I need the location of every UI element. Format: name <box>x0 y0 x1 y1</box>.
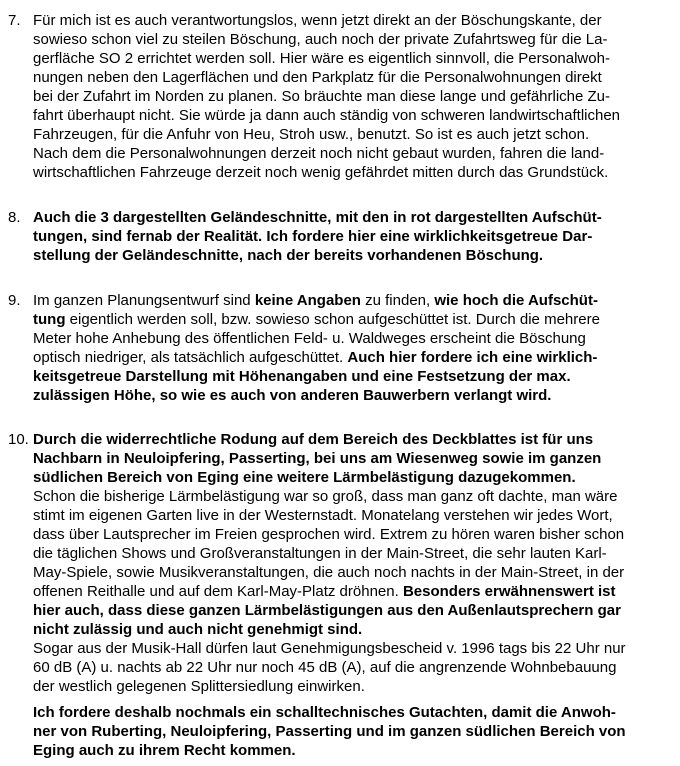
text-line <box>33 487 668 506</box>
paragraph-10 <box>8 430 668 696</box>
paragraph-8 <box>8 208 668 265</box>
bold-text: tung <box>33 311 66 328</box>
bold-text: Nachbarn in Neuloipfering, Passerting, bei uns am Wiesenweg sowie im ganzen <box>33 450 602 467</box>
paragraph-text <box>33 430 668 696</box>
text-line <box>33 449 668 468</box>
text-line <box>33 125 668 144</box>
closing-demand <box>8 703 668 760</box>
text-line <box>33 525 668 544</box>
text-line <box>33 386 668 405</box>
paragraph-number: 8. <box>8 209 21 226</box>
bold-text: Besonders erwähnenswert ist <box>402 583 616 600</box>
text-run: bei der Zufahrt im Norden zu planen. So bräuchte man diese lange und gefährliche Zu- <box>33 88 611 105</box>
bold-text: Durch die widerrechtliche Rodung auf dem Bereich des Deckblattes ist für uns <box>33 431 594 448</box>
text-run: der westlich gelegenen Splittersiedlung einwirken. <box>33 678 365 695</box>
paragraph-7 <box>8 11 668 182</box>
text-line <box>33 367 668 386</box>
paragraph-number: 9. <box>8 292 21 309</box>
paragraph-number: 10. <box>8 431 29 448</box>
text-line <box>33 506 668 525</box>
text-run: optisch niedriger, als tatsächlich aufgeschüttet. <box>33 349 348 366</box>
text-line <box>33 310 668 329</box>
text-line <box>33 544 668 563</box>
text-run: Sogar aus der Musik-Hall dürfen laut Genehmigungsbescheid v. 1996 tags bis 22 Uhr nur <box>33 640 626 657</box>
text-run: zu finden, <box>360 292 435 309</box>
bold-text: Ich fordere deshalb nochmals ein schalltechnisches Gutachten, damit die Anwoh- <box>33 704 616 721</box>
bold-text: keitsgetreue Darstellung mit Höhenangaben und eine Festsetzung der max. <box>33 368 571 385</box>
text-line <box>33 30 668 49</box>
text-line <box>33 87 668 106</box>
text-line <box>33 106 668 125</box>
text-run: Im ganzen Planungsentwurf sind <box>33 292 255 309</box>
bold-text: südlichen Bereich von Eging eine weitere Lärmbelästigung dazugekommen. <box>33 469 576 486</box>
text-line <box>33 741 668 760</box>
text-run: eigentlich werden soll, bzw. sowieso schon aufgeschüttet ist. Durch die mehrere <box>65 311 600 328</box>
bold-text: Auch hier fordere ich eine wirklich- <box>347 349 598 366</box>
text-run: Nach dem die Personalwohnungen derzeit noch nicht gebaut wurden, fahren die land- <box>33 145 605 162</box>
text-line <box>33 563 668 582</box>
text-run: 60 dB (A) u. nachts ab 22 Uhr nur noch 45 dB (A), auf die angrenzende Wohnbebauung <box>33 659 617 676</box>
paragraph-text <box>33 208 668 265</box>
paragraph-text <box>33 703 668 760</box>
bold-text: stellung der Geländeschnitte, nach der bereits vorhandenen Böschung. <box>33 247 544 264</box>
text-line <box>33 11 668 30</box>
text-run: stimt im eigenen Garten live in der Westernstadt. Monatelang verstehen wir jedes Wort, <box>33 507 613 524</box>
bold-text: keine Angaben <box>254 292 361 309</box>
text-line <box>33 68 668 87</box>
text-run: Schon die bisherige Lärmbelästigung war so groß, dass man ganz oft dachte, man wäre <box>33 488 618 505</box>
text-line <box>33 620 668 639</box>
text-line <box>33 49 668 68</box>
bold-text: Eging auch zu ihrem Recht kommen. <box>33 742 296 759</box>
text-run: Für mich ist es auch verantwortungslos, wenn jetzt direkt an der Böschungskante, der <box>33 12 602 29</box>
text-run: fahrt überhaupt nicht. Sie würde ja dann auch ständig von schweren landwirtschaftlichen <box>33 107 621 124</box>
text-line <box>33 677 668 696</box>
text-run: dass über Lautsprecher im Freien gesprochen wird. Extrem zu hören waren bisher schon <box>33 526 625 543</box>
text-run: gerfläche SO 2 errichtet werden soll. Hier wäre es eigentlich sinnvoll, die Personalwoh- <box>33 50 610 67</box>
text-line <box>33 601 668 620</box>
paragraph-number: 7. <box>8 12 21 29</box>
text-run: May-Spiele, sowie Musikveranstaltungen, die auch noch nachts in der Main-Street, in der <box>33 564 625 581</box>
bold-text: ner von Ruberting, Neuloipfering, Passerting und im ganzen südlichen Bereich von <box>33 723 626 740</box>
paragraph-text <box>33 291 668 405</box>
bold-text: Auch die 3 dargestellten Geländeschnitte, mit den in rot dargestellten Aufschüt- <box>33 209 602 226</box>
text-run: sowieso schon viel zu steilen Böschung, auch noch der private Zufahrtsweg für die La- <box>33 31 608 48</box>
text-line <box>33 658 668 677</box>
bold-text: nicht zulässig und auch nicht genehmigt sind. <box>33 621 363 638</box>
text-line <box>33 722 668 741</box>
text-line <box>33 582 668 601</box>
text-line <box>33 703 668 722</box>
text-line <box>33 144 668 163</box>
text-line <box>33 430 668 449</box>
text-run: wirtschaftlichen Fahrzeuge derzeit noch wenig gefährdet mitten durch das Grundstück. <box>33 164 609 181</box>
bold-text: wie hoch die Aufschüt- <box>434 292 598 309</box>
text-line <box>33 329 668 348</box>
paragraph-9 <box>8 291 668 405</box>
text-run: Fahrzeugen, für die Anfuhr von Heu, Stroh usw., benutzt. So ist es auch jetzt schon. <box>33 126 590 143</box>
text-line <box>33 348 668 367</box>
text-run: nungen neben den Lagerflächen und den Parkplatz für die Personalwohnungen direkt <box>33 69 602 86</box>
text-line <box>33 291 668 310</box>
text-line <box>33 227 668 246</box>
text-line <box>33 208 668 227</box>
text-line <box>33 468 668 487</box>
bold-text: zulässigen Höhe, so wie es auch von anderen Bauwerbern verlangt wird. <box>33 387 552 404</box>
bold-text: tungen, sind fernab der Realität. Ich fordere hier eine wirklichkeitsgetreue Dar- <box>33 228 593 245</box>
text-line <box>33 246 668 265</box>
text-run: Meter hohe Anhebung des öffentlichen Feld- u. Waldweges erscheint die Böschung <box>33 330 586 347</box>
text-line <box>33 639 668 658</box>
text-run: die täglichen Shows und Großveranstaltungen in der Main-Street, die sehr lauten Karl- <box>33 545 607 562</box>
bold-text: hier auch, dass diese ganzen Lärmbelästigungen aus den Außenlautsprechern gar <box>33 602 621 619</box>
paragraph-text <box>33 11 668 182</box>
text-run: offenen Reithalle und auf dem Karl-May-Platz dröhnen. <box>33 583 403 600</box>
text-line <box>33 163 668 182</box>
